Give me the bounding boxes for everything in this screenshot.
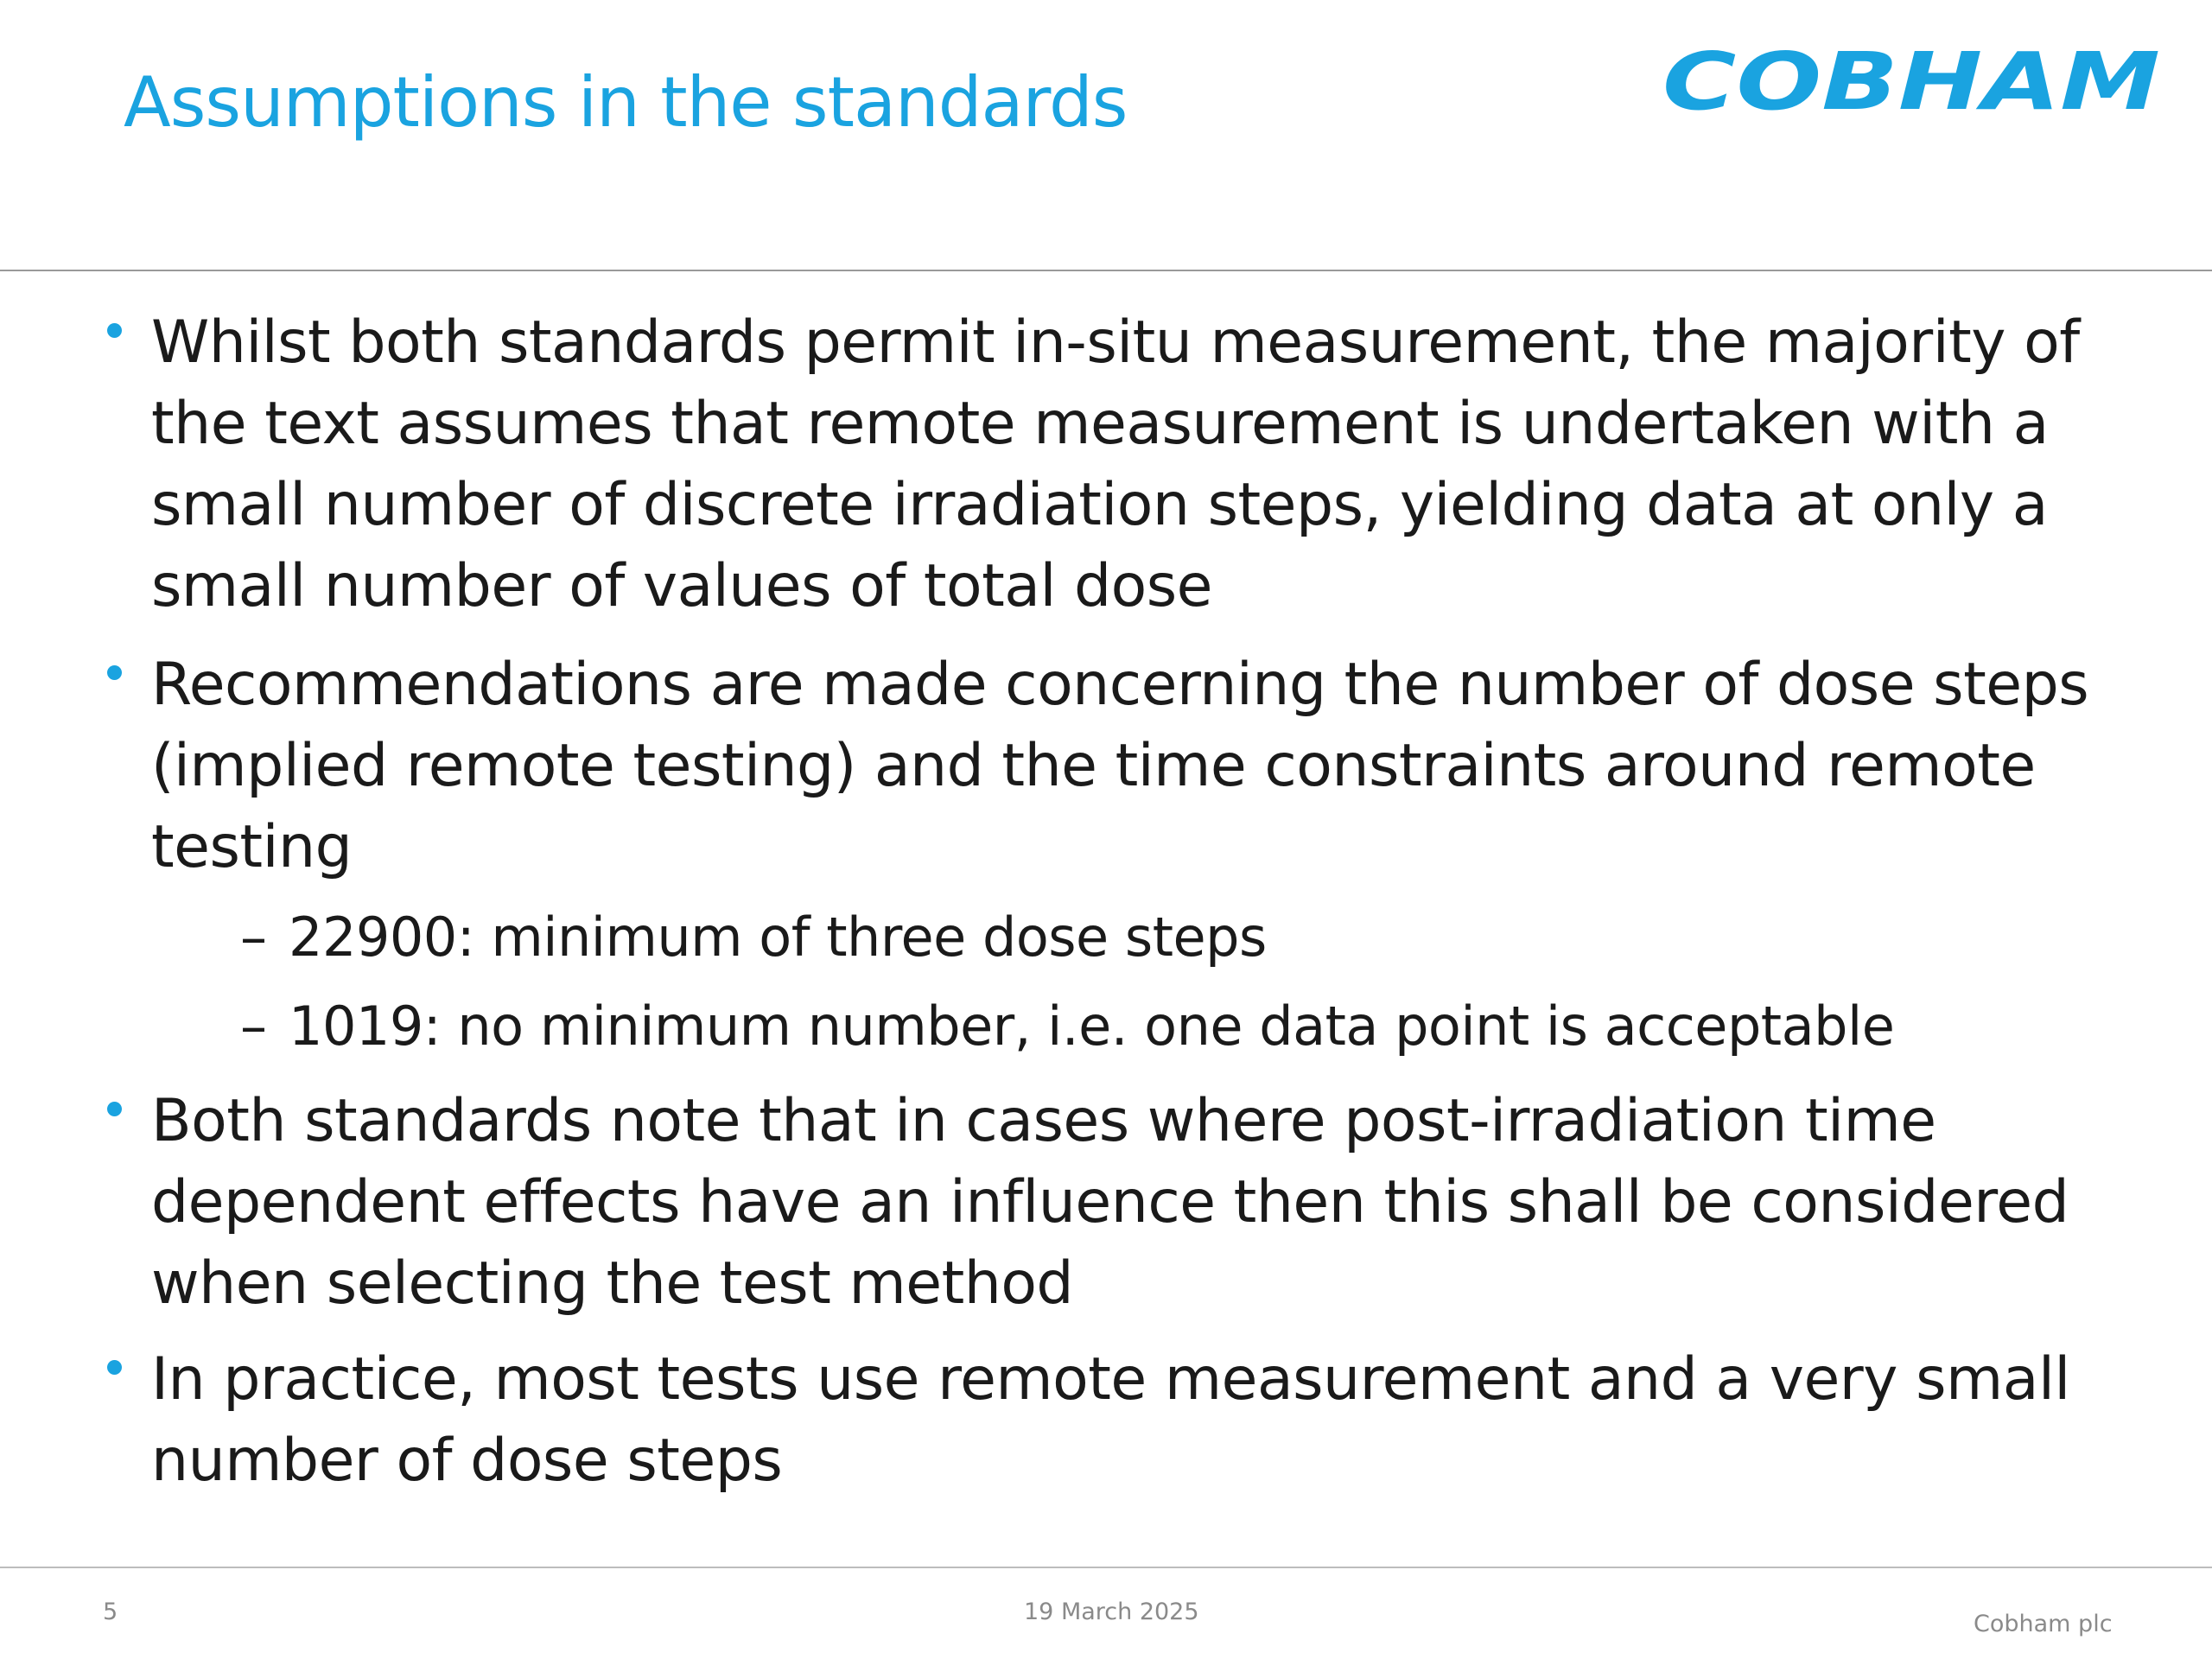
bullet-dot — [107, 1360, 122, 1375]
footer-date: 19 March 2025 — [1024, 1599, 1199, 1625]
sub-bullet-item: 1019: no minimum number, i.e. one data point is acceptable — [289, 995, 1895, 1058]
footer-company: Cobham plc — [1974, 1611, 2113, 1637]
bullet-dot — [107, 665, 122, 680]
bullet-dot — [107, 323, 122, 338]
bullet-item: Both standards note that in cases where post-irradiation time dependent effects have an influence then this shall be considered when selecting the test method — [151, 1087, 2069, 1318]
header-divider — [0, 270, 2212, 271]
bullet-item: In practice, most tests use remote measurement and a very small number of dose steps — [151, 1345, 2070, 1495]
footer-divider — [0, 1567, 2212, 1568]
bullet-dot — [107, 1102, 122, 1116]
bullet-item: Whilst both standards permit in-situ measurement, the majority of the text assumes that remote measurement is undertaken with a small number of discrete irradiation steps, yielding data at only a small number of values of total dose — [151, 308, 2080, 620]
logo-text: COBHAM — [1662, 41, 2160, 119]
sub-bullet-dash: – — [240, 995, 267, 1058]
slide-title: Assumptions in the standards — [124, 62, 1128, 143]
sub-bullet-item: 22900: minimum of three dose steps — [289, 906, 1267, 969]
page-number: 5 — [103, 1599, 118, 1625]
bullet-item: Recommendations are made concerning the number of dose steps (implied remote testing) and the time constraints around remote testing — [151, 651, 2089, 881]
sub-bullet-dash: – — [240, 906, 267, 969]
cobham-logo — [1659, 41, 2164, 119]
